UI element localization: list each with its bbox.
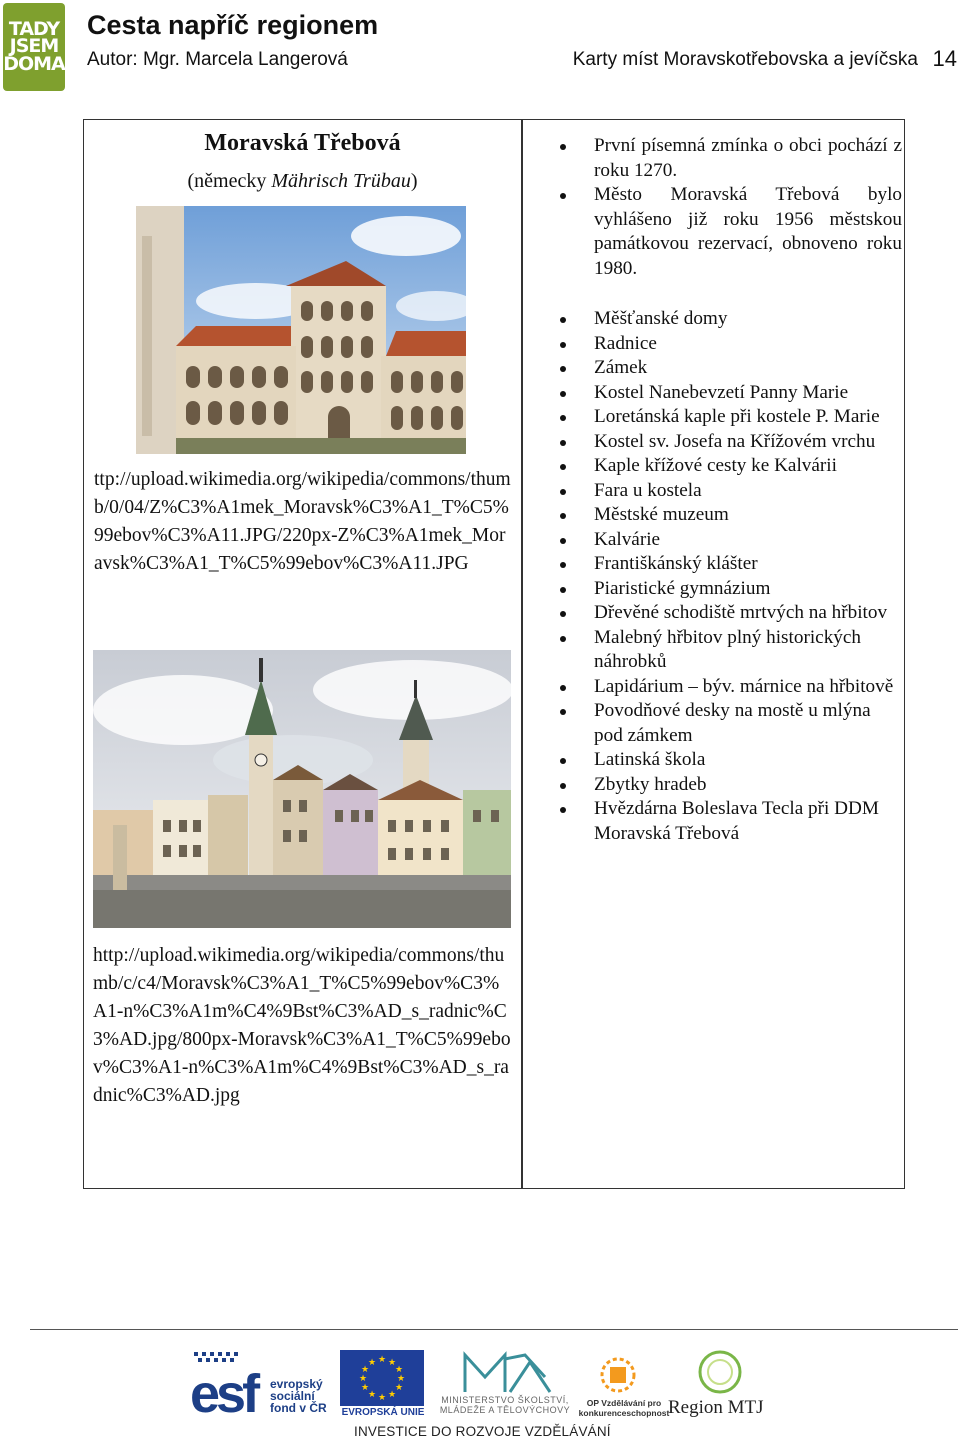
list-item: Kalvárie	[552, 528, 902, 553]
logo-line: TADY	[8, 17, 60, 40]
logo-line: JSEM	[9, 35, 59, 58]
svg-text:★: ★	[367, 1358, 377, 1368]
svg-text:★: ★	[394, 1383, 404, 1393]
chateau-illustration	[136, 206, 466, 454]
logo-line: DOMA	[3, 52, 65, 75]
list-item: Radnice	[552, 332, 902, 357]
place-subtitle	[84, 170, 521, 193]
esf-line: fond v ČR	[270, 1401, 327, 1415]
sponsor-logos	[190, 1345, 790, 1420]
list-item: Měšťanské domy	[552, 307, 902, 332]
region-mtj-logo	[695, 1347, 745, 1397]
list-item: První písemná zmínka o obci pochází z roku 1270.	[552, 134, 902, 183]
list-item: Kaple křížové cesty ke Kalvárii	[552, 454, 902, 479]
esf-label	[270, 1378, 327, 1414]
op-label: OP Vzdělávání pro konkurenceschopnost	[578, 1398, 670, 1418]
esf-logo	[190, 1350, 330, 1418]
list-item: Zbytky hradeb	[552, 773, 902, 798]
svg-text:★: ★	[396, 1374, 406, 1384]
page-number: 14	[932, 46, 957, 71]
sights-list	[552, 307, 902, 846]
list-item: Fara u kostela	[552, 479, 902, 504]
region-label: Region MTJ	[668, 1397, 764, 1418]
svg-text:★: ★	[387, 1390, 397, 1400]
list-item: Lapidárium – býv. márnice na hřbitově	[552, 675, 902, 700]
list-item: Povodňové desky na mostě u mlýna pod zámkem	[552, 699, 902, 748]
esf-line: sociální	[270, 1389, 315, 1403]
svg-text:★: ★	[360, 1383, 370, 1393]
list-item: Kostel sv. Josefa na Křížovém vrchu	[552, 430, 902, 455]
svg-text:★: ★	[358, 1374, 368, 1384]
list-item: Zámek	[552, 356, 902, 381]
region-circle-icon	[695, 1347, 745, 1397]
list-item: Latinská škola	[552, 748, 902, 773]
eu-stars-icon	[340, 1350, 424, 1406]
list-item: Městské muzeum	[552, 503, 902, 528]
document-title: Cesta napříč regionem	[87, 10, 379, 40]
eu-label: EVROPSKÁ UNIE	[341, 1407, 425, 1418]
list-item: Hvězdárna Boleslava Tecla při DDM Moravská Třebová	[552, 797, 902, 846]
svg-text:esf: esf	[190, 1364, 257, 1418]
msmt-icon	[430, 1347, 580, 1397]
place-card	[83, 119, 905, 1189]
list-item: Město Moravská Třebová bylo vyhlášeno již roku 1956 městskou památkovou rezervací, obnoveno roku 1980.	[552, 183, 902, 281]
left-column	[84, 120, 521, 1188]
list-item: Dřevěné schodiště mrtvých na hřbitov	[552, 601, 902, 626]
photo1-source-url[interactable]: ttp://upload.wikimedia.org/wikipedia/commons/thumb/0/04/Z%C3%A1mek_Moravsk%C3%A1_T%C5%99ebov%C3%A11.JPG/220px-Z%C3%A1mek_Moravsk%C3%A1_T%C5%99ebov%C3%A11.JPG	[94, 469, 511, 574]
list-item: Loretánská kaple při kostele P. Marie	[552, 405, 902, 430]
list-item: Františkánský klášter	[552, 552, 902, 577]
svg-text:★: ★	[377, 1355, 387, 1365]
town-square-illustration	[93, 650, 511, 928]
facts-list	[552, 134, 902, 281]
svg-text:★: ★	[387, 1358, 397, 1368]
tady-jsem-doma-logo	[3, 3, 65, 91]
msmt-label: MINISTERSTVO ŠKOLSTVÍ, MLÁDEŽE A TĚLOVÝCHOVY	[439, 1395, 571, 1415]
town-square-photo	[93, 650, 511, 928]
svg-text:★: ★	[377, 1393, 387, 1403]
subtitle-suffix: )	[410, 170, 418, 192]
svg-text:★: ★	[367, 1390, 377, 1400]
list-item: Malebný hřbitov plný historických náhrobků	[552, 626, 902, 675]
op-icon	[590, 1353, 670, 1399]
esf-icon	[190, 1350, 270, 1418]
subtitle-prefix: (německy	[187, 170, 272, 192]
place-title: Moravská Třebová	[204, 130, 401, 156]
photo2-source-url[interactable]: http://upload.wikimedia.org/wikipedia/commons/thumb/c/c4/Moravsk%C3%A1_T%C5%99ebov%C3%A1-n%C3%A1m%C4%9Bst%C3%AD_s_radnic%C3%AD.jpg/800px-Moravsk%C3%A1_T%C5%99ebov%C3%A1-n%C3%A1m%C4%9Bst%C3%AD_s_radnic%C3%AD.jpg	[93, 945, 511, 1106]
list-item: Kostel Nanebevzetí Panny Marie	[552, 381, 902, 406]
column-divider	[521, 120, 523, 1188]
footer-divider	[30, 1329, 958, 1330]
eu-flag	[340, 1350, 424, 1406]
list-item: Piaristické gymnázium	[552, 577, 902, 602]
svg-text:★: ★	[360, 1365, 370, 1375]
author-line: Autor: Mgr. Marcela Langerová	[87, 49, 348, 70]
investice-slogan: INVESTICE DO ROZVOJE VZDĚLÁVÁNÍ	[354, 1424, 611, 1439]
esf-line: evropský	[270, 1377, 323, 1391]
german-name: Mährisch Trübau	[271, 170, 411, 192]
svg-text:★: ★	[394, 1365, 404, 1375]
chateau-photo	[136, 206, 466, 454]
series-title: Karty míst Moravskotřebovska a jevíčska	[572, 49, 918, 70]
